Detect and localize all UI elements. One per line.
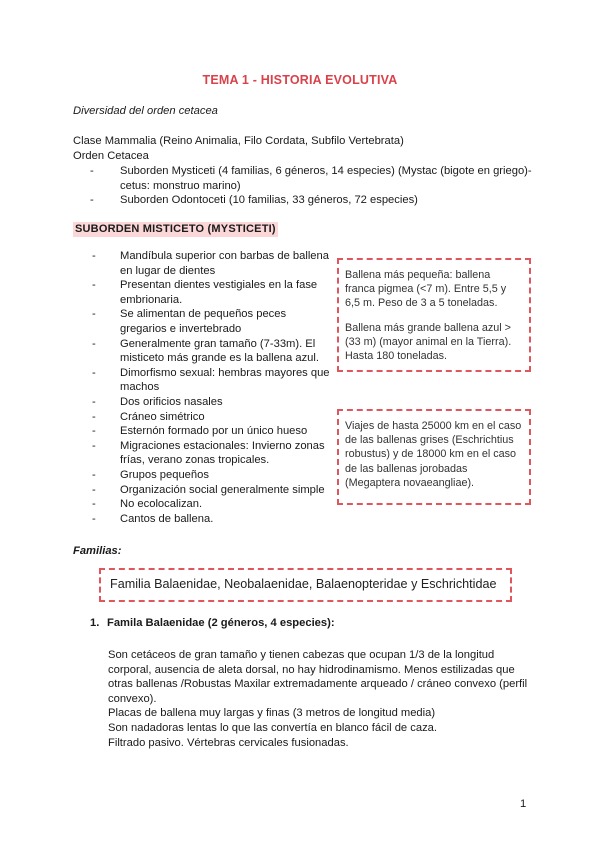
family1-number: 1. (90, 617, 100, 629)
list-item: - Cantos de ballena. (90, 512, 330, 527)
list-item: - Cráneo simétrico (90, 410, 330, 425)
family1-paragraph: Placas de ballena muy largas y finas (3 metros de longitud media) (108, 707, 436, 719)
list-item: - Se alimentan de pequeños peces gregarios e invertebrado (90, 307, 330, 336)
suborder-odontoceti (90, 193, 530, 208)
family1-paragraph: Filtrado pasivo. Vértebras cervicales fusionadas. (108, 737, 349, 749)
suborder-odontoceti-line: Suborden Odontoceti (10 familias, 33 géneros, 72 especies) (120, 194, 418, 206)
list-item: - Dos orificios nasales (90, 395, 330, 410)
clase-line: Clase Mammalia (Reino Animalia, Filo Cordata, Subfilo Vertebrata) (73, 135, 404, 147)
orden-line: Orden Cetacea (73, 150, 149, 162)
list-item: - Esternón formado por un único hueso (90, 424, 330, 439)
migration-note (337, 409, 531, 505)
family1-title: Famila Balaenidae (2 géneros, 4 especies): (107, 617, 335, 629)
migration-text: Viajes de hasta 25000 km en el caso de las ballenas grises (Eschrichtius robustus) y de 18000 km en el caso de las ballenas jorobadas (Megaptera novaeangliae). (345, 420, 522, 489)
family1-paragraph: Son nadadoras lentas lo que las convertía en blanco fácil de caza. (108, 722, 438, 734)
families-box: Familia Balaenidae, Neobalaenidae, Balaenopteridae y Eschrichtidae (99, 568, 512, 602)
list-item: - Migraciones estacionales: Invierno zonas frías, verano zonas tropicales. (90, 439, 330, 468)
list-item: - Grupos pequeños (90, 468, 330, 483)
family1-heading (90, 616, 390, 631)
whale-size-largest: Ballena más grande ballena azul > (33 m) (mayor animal en la Tierra). Hasta 180 toneladas. (345, 321, 512, 363)
subtitle: Diversidad del orden cetacea (73, 105, 218, 117)
list-item: - Mandíbula superior con barbas de ballena en lugar de dientes (90, 249, 330, 278)
list-item: - Organización social generalmente simple (90, 483, 330, 498)
features-list (90, 249, 330, 526)
whale-size-smallest: Ballena más pequeña: ballena franca pigmea (<7 m). Entre 5,5 y 6,5 m. Peso de 3 a 5 toneladas. (345, 269, 507, 310)
dash-marker: - (90, 194, 94, 206)
dash-marker: - (90, 165, 94, 177)
suborder-mysticeti-line1: Suborden Mysticeti (4 familias, 6 géneros, 14 especies) (Mystac (bigote en griego)- (120, 165, 532, 177)
suborder-mysticeti (90, 164, 530, 194)
section-title: SUBORDEN MISTICETO (MYSTICETI) (75, 223, 276, 235)
list-item: - Generalmente gran tamaño (7-33m). El misticeto más grande es la ballena azul. (90, 337, 330, 366)
whale-size-note (337, 258, 531, 372)
family1-paragraph: Son cetáceos de gran tamaño y tienen cabezas que ocupan 1/3 de la longitud corporal, ausencia de aleta dorsal, no hay hidrodinamismo. Menos estilizadas que otras ballenas /Robustas Maxilar extremadamente arqueado / cráneo convexo (perfil convexo). (108, 649, 528, 705)
page-title: TEMA 1 - HISTORIA EVOLUTIVA (202, 73, 398, 87)
list-item: - Presentan dientes vestigiales en la fase embrionaria. (90, 278, 330, 307)
suborder-mysticeti-line2: cetus: monstruo marino) (120, 179, 241, 192)
page-number: 1 (520, 798, 527, 810)
list-item: - No ecolocalizan. (90, 497, 330, 512)
list-item: - Dimorfismo sexual: hembras mayores que machos (90, 366, 330, 395)
families-label: Familias: (73, 545, 122, 557)
